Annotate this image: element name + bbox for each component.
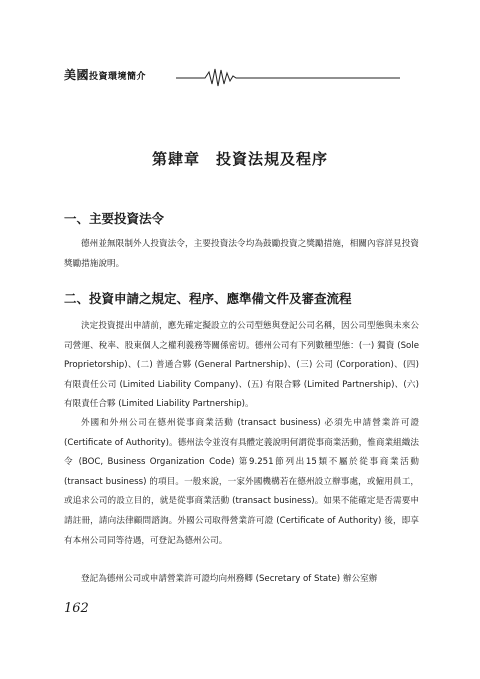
section-2-paragraph-1: 決定投資提出申請前，應先確定擬設立的公司型態與登記公司名稱，因公司型態與未來公司營運、稅率、股東個人之權利義務等關係密切。德州公司有下列數種型態：(一) 獨資 (Sole Proprietorship)、(二) 普通合夥 (General Partnership)、(三) 公司 (Corporation)、(四) 有限責任公司 (Limited Liability Company)、(五) 有限合夥 (Limited Partnership)、(六) 有限責任合夥 (Limited Liability Partnership)。 [64,321,419,410]
section-heading-2: 二、投資申請之規定、程序、應準備文件及審查流程 [64,291,352,306]
header-heartbeat-line [0,64,480,94]
running-header-title: 投資環境簡介 [89,72,147,82]
chapter-title: 第肆章 投資法規及程序 [151,150,328,168]
section-2-paragraph-2: 外國和外州公司在德州從事商業活動 (transact business) 必須先申請營業許可證 (Certificate of Authority)。德州法令並沒有具體定義說明何謂從事商業活動，惟商業組織法令 (BOC, Business Organization Code) 第9.251節列出15類不屬於從事商業活動 (transact business) 的項目。一般來說，一家外國機構若在德州設立辦事處，或僱用員工，或追求公司的設立目的，就是從事商業活動 (transact business)。如果不能確定是否需要申請註冊，請向法律顧問諮詢。外國公司取得營業許可證 (Certificate of Authority) 後，即享有本州公司同等待遇，可登記為德州公司。 [64,418,419,546]
page-number: 162 [64,601,89,616]
running-header-country: 美國 [64,68,90,82]
section-1-paragraph-1: 德州並無限制外人投資法令，主要投資法令均為鼓勵投資之獎勵措施，相關內容詳見投資獎勵措施說明。 [64,239,419,269]
section-heading-1: 一、主要投資法令 [64,211,165,226]
section-2-paragraph-3: 登記為德州公司或申請營業許可證均向州務卿 (Secretary of State) 辦公室辦 [81,574,378,584]
